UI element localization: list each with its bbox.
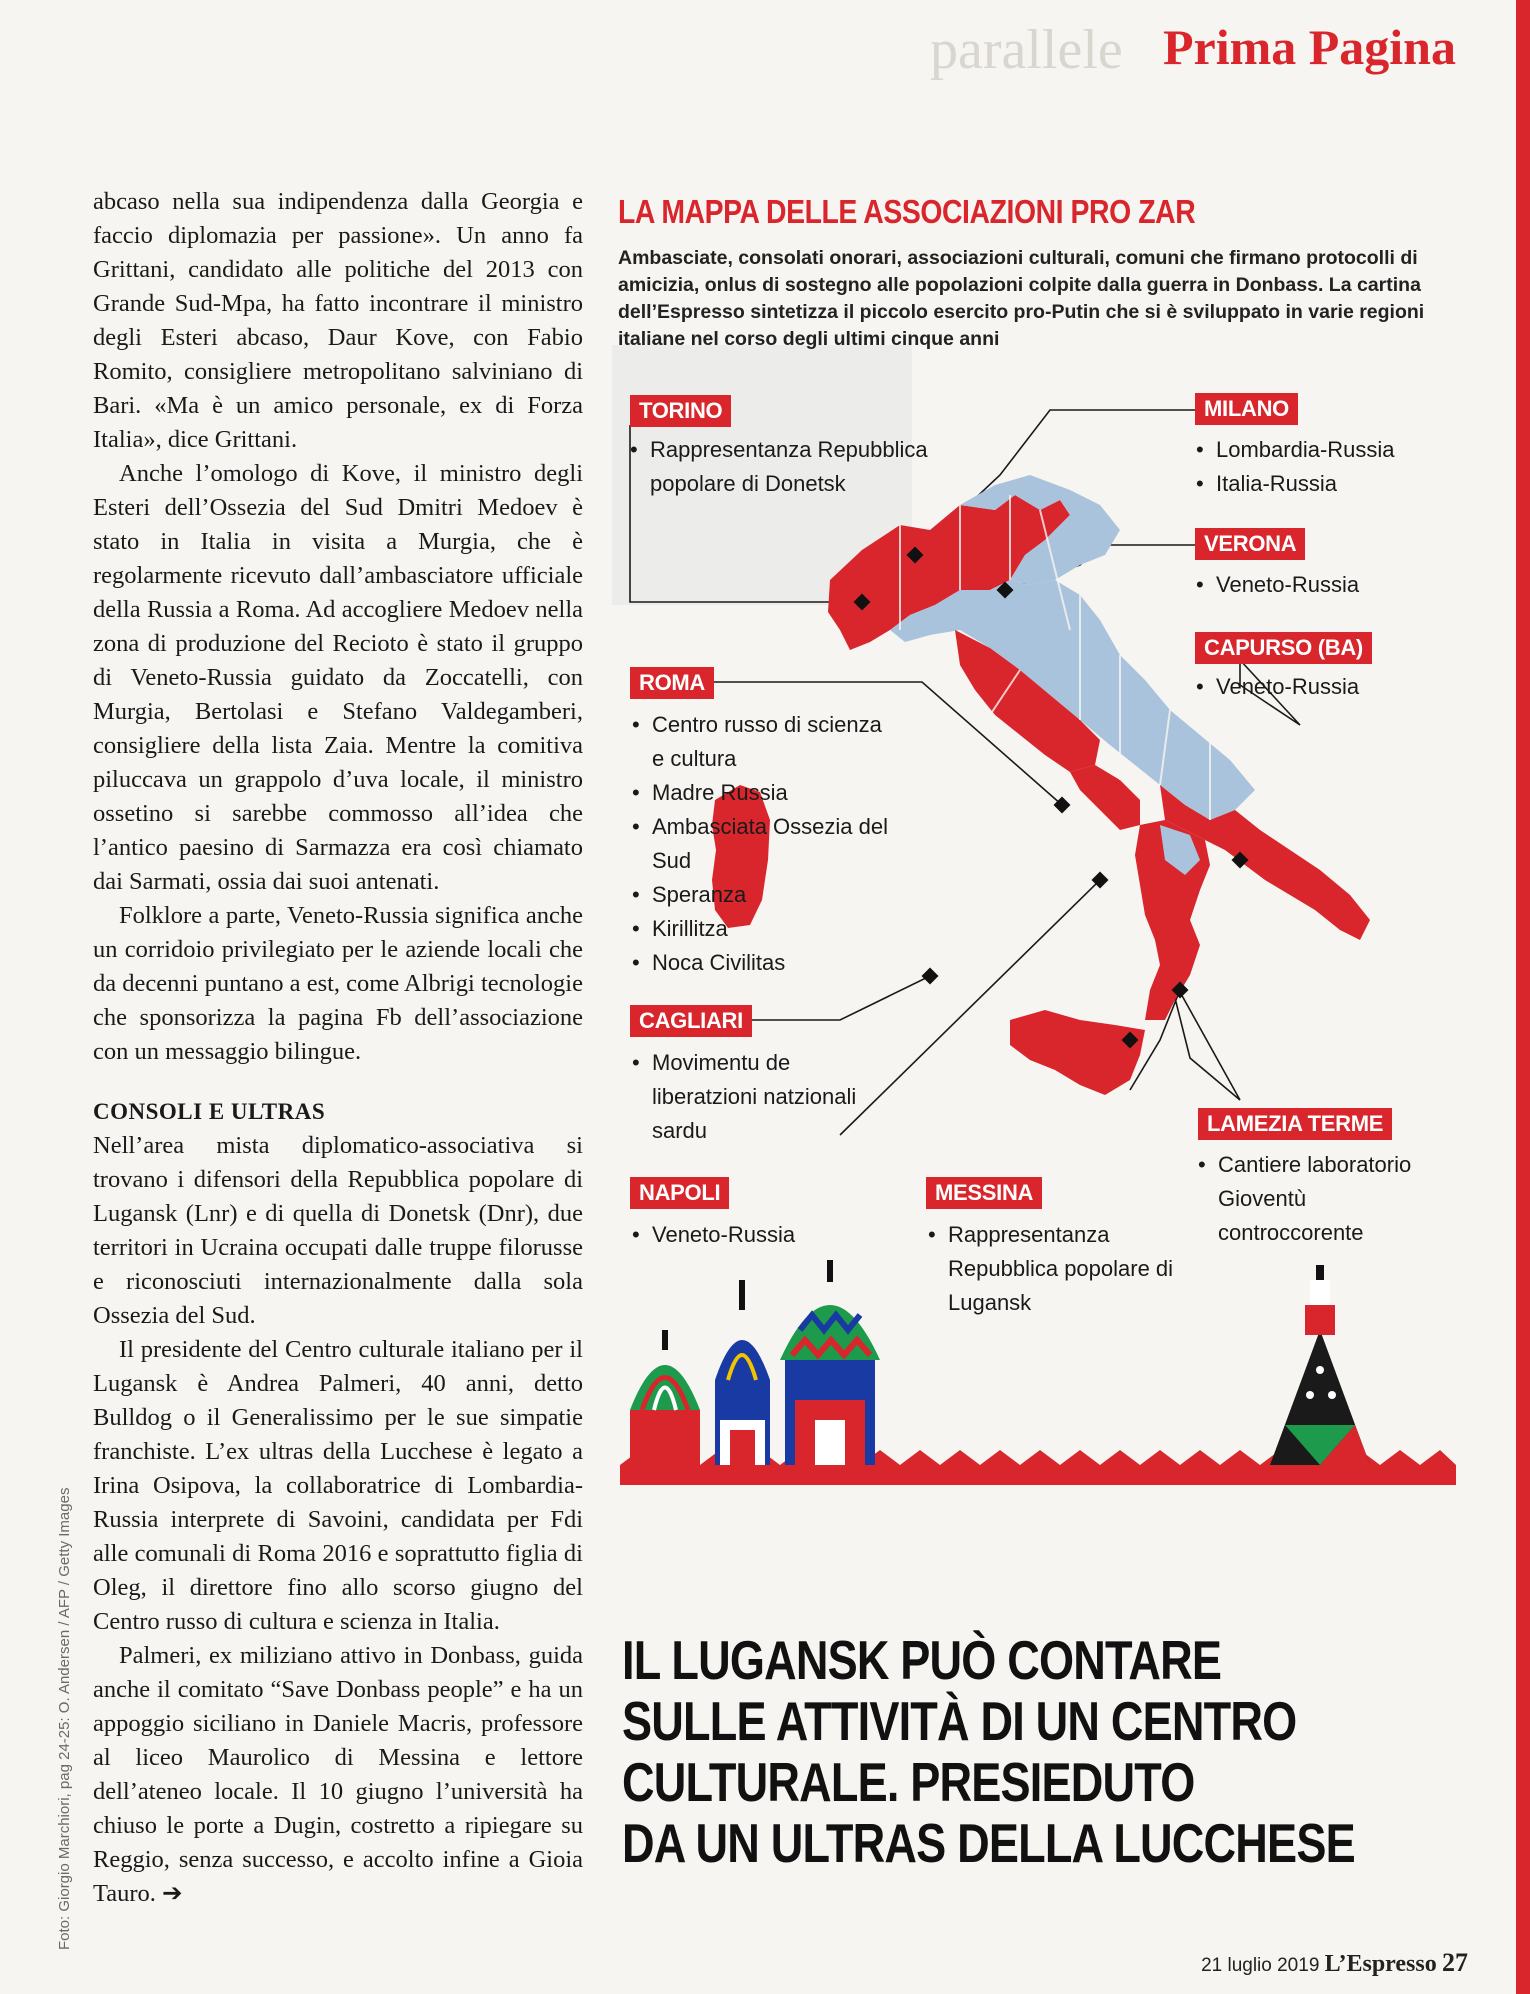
pull-quote-line: IL LUGANSK PUÒ CONTARE [622,1629,1222,1691]
city-list-item: • Lombardia-Russia [1196,433,1436,467]
city-list-item: • Italia-Russia [1196,467,1436,501]
city-list-item: • Noca Civilitas [632,946,892,980]
city-list-item: • Madre Russia [632,776,892,810]
pull-quote [622,1629,1355,1874]
article-paragraph: Folklore a parte, Veneto-Russia significa anche un corridoio privilegiato per le aziende locali che da decenni puntano a est, come Albrigi tecnologie che sponsorizza la pagina Fb dell’associazione con un messaggio bilingue. [93,902,583,1065]
city-list-item: • Cantiere laboratorio Gioventù controccorente [1198,1148,1448,1250]
city-list-lamezia-terme [1198,1148,1448,1250]
city-list-item: • Kirillitza [632,912,892,946]
page-edge-bar [1516,0,1530,1994]
city-list-verona [1196,568,1436,602]
article-paragraph: Palmeri, ex miliziano attivo in Donbass, guida anche il comitato “Save Donbass people” e ha un appoggio siciliano in Daniele Macris, professore al liceo Maurolico di Messina e lettore dell’ateneo locale. Il 10 giugno l’università ha chiuso le porte a Dugin, costretto a ripiegare su Reggio, senza successo, e accolto infine a Gioia Tauro. ➔ [93,1642,583,1907]
city-tag-messina: MESSINA [926,1177,1042,1209]
page-footer [1201,1948,1468,1978]
article-column [93,185,583,1911]
city-list-item: • Veneto-Russia [632,1218,852,1252]
city-list-item: • Centro russo di scienza e cultura [632,708,892,776]
photo-credit: Foto: Giorgio Marchiori, pag 24-25: O. Andersen / AFP / Getty Images [56,1487,73,1950]
city-list-roma [632,708,892,980]
infographic-subtitle: Ambasciate, consolati onorari, associazioni culturali, comuni che firmano protocolli di amicizia, onlus di sostegno alle popolazioni colpite dalla guerra in Donbass. La cartina dell’Espresso sintetizza il piccolo esercito pro-Putin che si è sviluppato in varie regioni italiane nel corso degli ultimi cinque anni [618,247,1425,350]
city-list-item: • Movimentu de liberatzioni natzionali sardu [632,1046,862,1148]
city-list-milano [1196,433,1436,501]
city-tag-verona: VERONA [1195,528,1305,560]
article-paragraph: Nell’area mista diplomatico-associativa si trovano i difensori della Repubblica popolare di Lugansk (Lnr) e di quella di Donetsk (Dnr), due territori in Ucraina occupati dalle truppe filorusse e riconosciuti internazionalmente dalla sola Ossezia del Sud. [93,1132,583,1329]
city-tag-milano: MILANO [1195,393,1298,425]
magazine-name: L’Espresso [1324,1951,1437,1977]
city-tag-napoli: NAPOLI [630,1177,729,1209]
city-list-torino [630,433,960,501]
city-list-item: • Veneto-Russia [1196,670,1436,704]
article-subheading: CONSOLI E ULTRAS [93,1099,326,1124]
pull-quote-line: DA UN ULTRAS DELLA LUCCHESE [622,1812,1355,1874]
issue-date: 21 luglio 2019 [1201,1955,1320,1976]
city-tag-cagliari: CAGLIARI [630,1005,752,1037]
city-tag-lamezia-terme: LAMEZIA TERME [1198,1108,1392,1140]
city-tag-torino: TORINO [630,395,731,427]
page-number: 27 [1442,1948,1468,1977]
section-label: Prima Pagina [1162,19,1456,75]
city-list-item: • Rappresentanza Repubblica popolare di Donetsk [630,433,960,501]
city-list-item: • Veneto-Russia [1196,568,1436,602]
city-list-cagliari [632,1046,862,1148]
article-paragraph: abcaso nella sua indipendenza dalla Georgia e faccio diplomazia per passione». Un anno fa Grittani, candidato alle politiche del 2013 con Grande Sud-Mpa, ha fatto incontrare il ministro degli Esteri abcaso, Daur Kove, con Fabio Romito, consigliere metropolitano salviniano di Bari. «Ma è un amico personale, ex di Forza Italia», dice Grittani. [93,188,583,453]
infographic-title: LA MAPPA DELLE ASSOCIAZIONI PRO ZAR [618,193,1196,230]
pull-quote-line: SULLE ATTIVITÀ DI UN CENTRO [622,1690,1297,1752]
city-list-napoli [632,1218,852,1252]
city-tag-capurso: CAPURSO (BA) [1195,632,1372,664]
city-list-capurso [1196,670,1436,704]
city-list-item: • Rappresentanza Repubblica popolare di Lugansk [928,1218,1178,1320]
kremlin-skyline-illustration [620,1260,1456,1520]
city-list-item: • Speranza [632,878,892,912]
city-list-item: • Ambasciata Ossezia del Sud [632,810,892,878]
city-tag-roma: ROMA [630,667,714,699]
show-through-heading: parallele [930,19,1123,81]
article-paragraph: Anche l’omologo di Kove, il ministro degli Esteri dell’Ossezia del Sud Dmitri Medoev è stato in Italia in visita a Murgia, che è regolarmente ricevuto dall’ambasciatore ufficiale della Russia a Roma. Ad accogliere Medoev nella zona di produzione del Recioto è stato il gruppo di Veneto-Russia guidato da Zoccatelli, con Murgia, Bertolasi e Stefano Valdegamberi, consigliere della lista Zaia. Mentre la comitiva piluccava un grappolo d’uva locale, il ministro ossetino si sarebbe commosso all’idea che l’antico paesino di Sarmazza era così chiamato dai Sarmati, ossia dai suoi antenati. [93,460,583,895]
article-paragraph: Il presidente del Centro culturale italiano per il Lugansk è Andrea Palmeri, 40 anni, detto Bulldog o il Generalissimo per le sue simpatie franchiste. L’ex ultras della Lucchese è legato a Irina Osipova, la collaboratrice di Lombardia-Russia interprete di Savoini, candidata per Fdi alle comunali di Roma 2016 e soprattutto figlia di Oleg, il direttore fino allo scorso giugno del Centro russo di cultura e scienza in Italia. [93,1336,583,1635]
pull-quote-line: CULTURALE. PRESIEDUTO [622,1751,1195,1813]
